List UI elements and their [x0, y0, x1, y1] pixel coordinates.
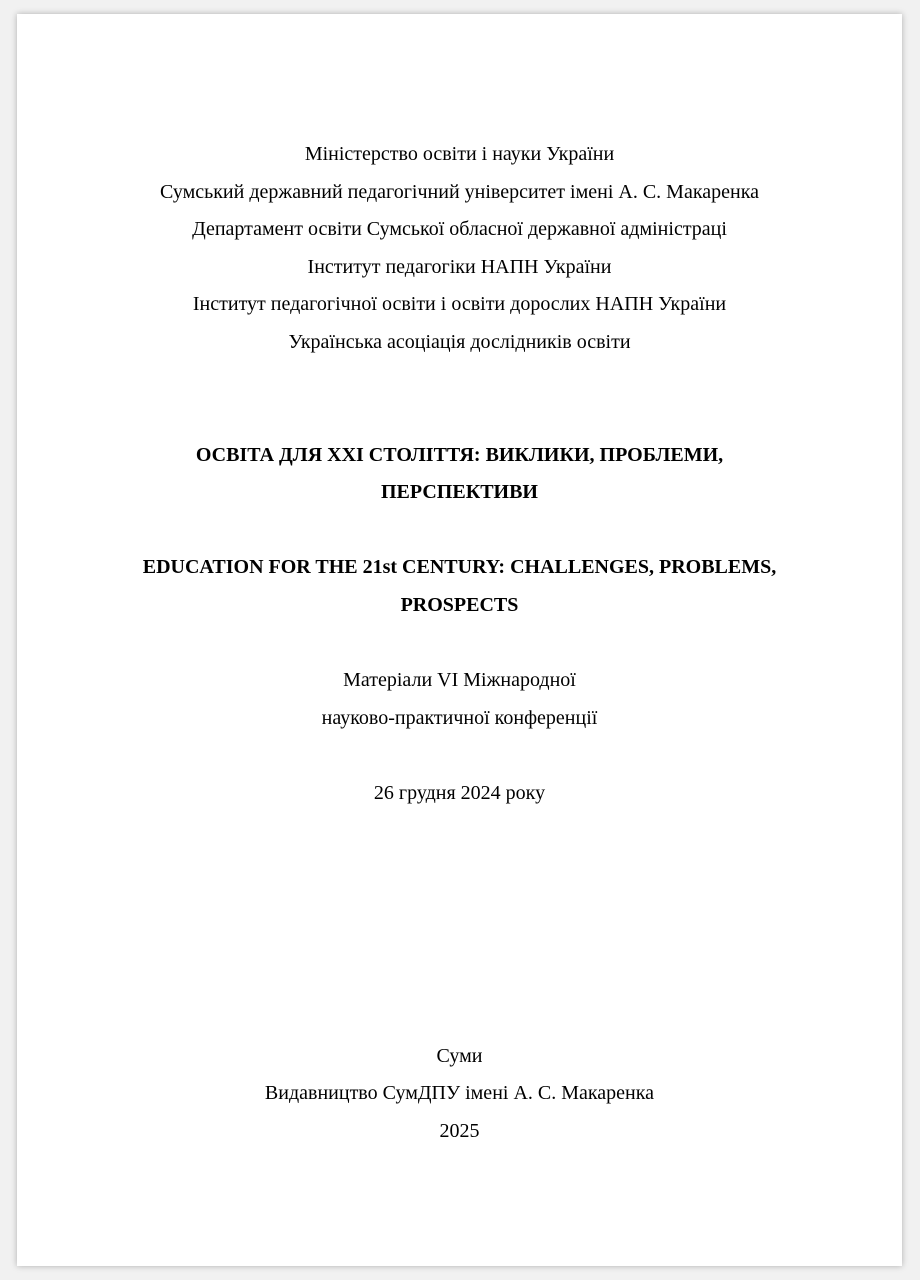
subtitle-line1: Матеріали VI Міжнародної: [343, 669, 576, 691]
imprint-year: 2025: [439, 1120, 480, 1142]
title-ua-line1: ОСВІТА ДЛЯ XXI СТОЛІТТЯ: ВИКЛИКИ, ПРОБЛЕМИ,: [195, 444, 724, 466]
institution-university: Сумський державний педагогічний університет імені А. С. Макаренка: [159, 181, 759, 203]
imprint-publisher: Видавництво СумДПУ імені А. С. Макаренка: [264, 1082, 655, 1104]
institution-department: Департамент освіти Сумської обласної державної адміністраці: [192, 218, 727, 240]
imprint-city: Суми: [436, 1045, 483, 1067]
title-ua-line2: ПЕРСПЕКТИВИ: [381, 481, 538, 503]
institution-pedagogy-institute: Інститут педагогіки НАПН України: [307, 256, 612, 278]
institution-adult-education-institute: Інститут педагогічної освіти і освіти дорослих НАПН України: [192, 293, 727, 315]
title-en-line1: EDUCATION FOR THE 21st CENTURY: CHALLENGES, PROBLEMS,: [142, 556, 777, 578]
document-page: [17, 14, 902, 1266]
conference-date: 26 грудня 2024 року: [373, 782, 546, 804]
subtitle-line2: науково-практичної конференції: [321, 707, 598, 729]
title-en-line2: PROSPECTS: [400, 594, 519, 616]
institution-ministry: Міністерство освіти і науки України: [304, 143, 615, 165]
institution-association: Українська асоціація дослідників освіти: [288, 331, 631, 353]
